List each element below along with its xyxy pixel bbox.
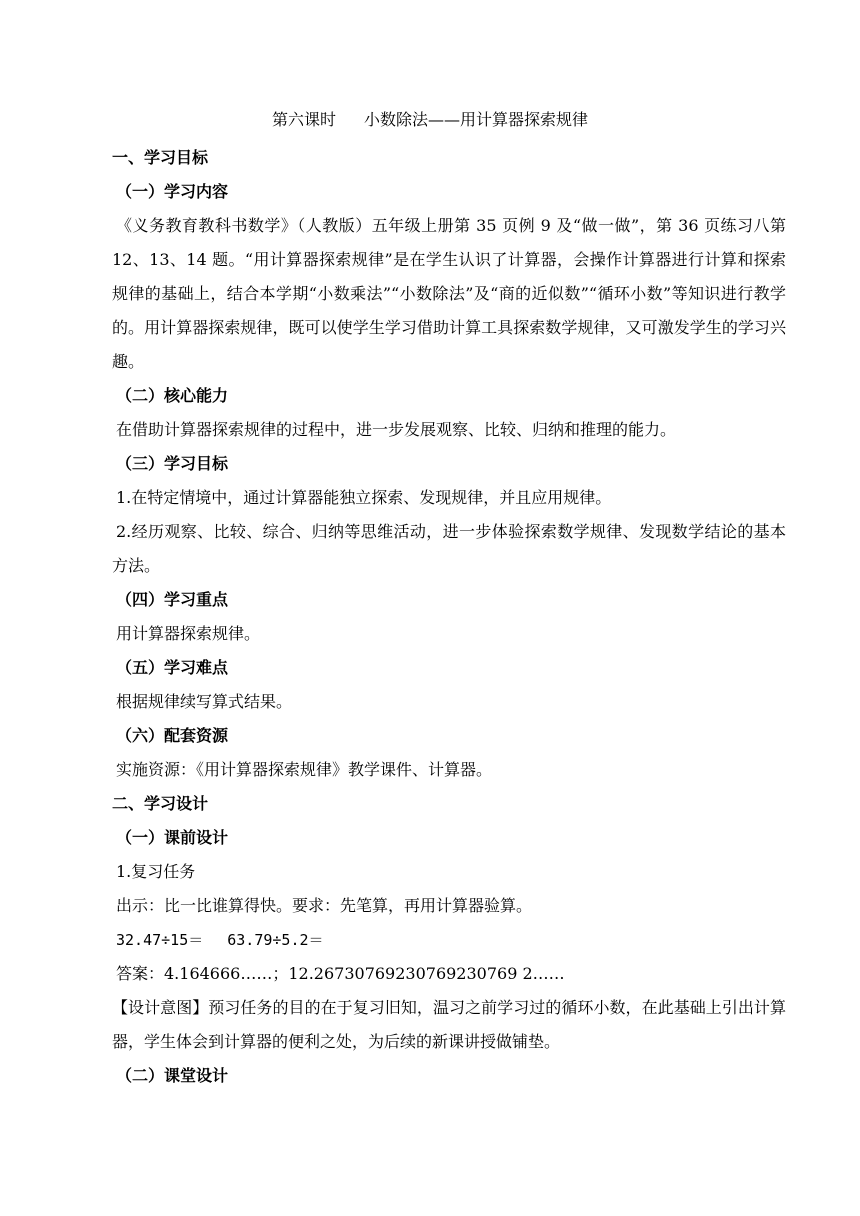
subsection-heading-difficulty: （五）学习难点 xyxy=(116,658,229,677)
section-heading-1: 一、学习目标 xyxy=(112,148,209,167)
subsection-heading-objectives: （三）学习目标 xyxy=(116,454,229,473)
lesson-title xyxy=(0,108,860,132)
paragraph-content: 《义务教育教科书数学》（人教版）五年级上册第 35 页例 9 及“做一做”，第 36 页练习八第 12、13、14 题。“用计算器探索规律”是在学生认识了计算器，会操作计算器进行计算和探索规律的基础上，结合本学期“小数乘法”“小数除法”及“商的近似数”“循环小数”等知识进行教学的。用计算器探索规律，既可以使学生学习借助计算工具探索数学规律，又可激发学生的学习兴趣。 xyxy=(112,216,786,371)
lesson-number: 第六课时 xyxy=(271,110,336,129)
section-heading-2: 二、学习设计 xyxy=(112,794,209,813)
subsection-heading-in-class: （二）课堂设计 xyxy=(116,1066,229,1085)
objective-item-2: 2.经历观察、比较、综合、归纳等思维活动，进一步体验探索数学规律、发现数学结论的基本方法。 xyxy=(112,522,786,575)
subsection-heading-resources: （六）配套资源 xyxy=(116,726,229,745)
subsection-heading-core-ability: （二）核心能力 xyxy=(116,386,229,405)
design-intent: 【设计意图】预习任务的目的在于复习旧知，温习之前学习过的循环小数，在此基础上引出计算器，学生体会到计算器的便利之处，为后续的新课讲授做铺垫。 xyxy=(112,998,786,1051)
objective-item-1: 1.在特定情境中，通过计算器能独立探索、发现规律，并且应用规律。 xyxy=(116,488,612,507)
paragraph-core-ability: 在借助计算器探索规律的过程中，进一步发展观察、比较、归纳和推理的能力。 xyxy=(116,420,677,439)
paragraph-resources: 实施资源：《用计算器探索规律》教学课件、计算器。 xyxy=(116,760,493,779)
equation-2: 63.79÷5.2＝ xyxy=(227,931,324,949)
paragraph-difficulty: 根据规律续写算式结果。 xyxy=(116,692,293,711)
subsection-heading-content: （一）学习内容 xyxy=(116,182,229,201)
lesson-topic: 小数除法——用计算器探索规律 xyxy=(364,110,589,129)
review-task-label: 1.复习任务 xyxy=(116,862,196,881)
answer-line: 答案：4.164666……；12.26730769230769230769 2…… xyxy=(116,964,565,983)
paragraph-key-point: 用计算器探索规律。 xyxy=(116,624,261,643)
equations-row xyxy=(112,923,786,957)
review-task-instructions: 出示：比一比谁算得快。要求：先笔算，再用计算器验算。 xyxy=(116,896,533,915)
equation-1: 32.47÷15＝ xyxy=(116,931,204,949)
document-body xyxy=(112,141,786,1093)
subsection-heading-pre-class: （一）课前设计 xyxy=(116,828,229,847)
subsection-heading-key-point: （四）学习重点 xyxy=(116,590,229,609)
